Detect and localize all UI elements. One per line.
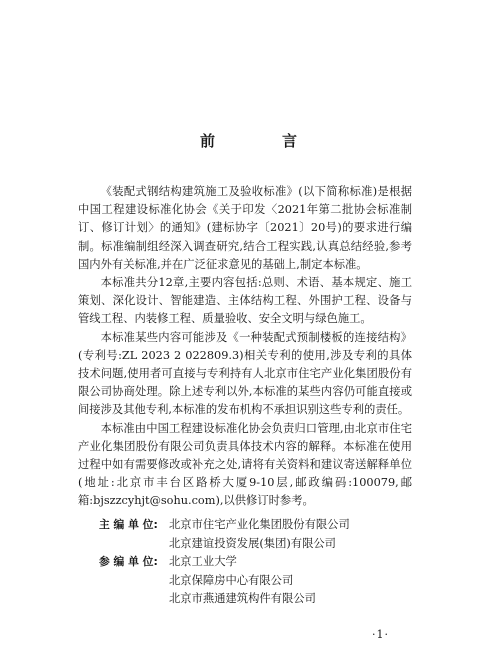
paragraph-management: 本标准由中国工程建设标准化协会负责归口管理,由北京市住宅产业化集团股份有限公司负责具体技术内容的解释。本标准在使用过程中如有需要修改或补充之处,请将有关资料和建议寄送解释单位(地址:北京市丰台区路桥大厦9-10层,邮政编码:100079,邮箱:bjszzcyhjt@sohu.com),以供修订时参考。: [78, 421, 412, 508]
editors-label: 主 编 单 位:: [99, 518, 158, 531]
paragraph-contents: 本标准共分12章,主要内容包括:总则、术语、基本规定、施工策划、深化设计、智能建造、主体结构工程、外围护工程、设备与管线工程、内装修工程、质量验收、安全文明与绿色施工。: [78, 276, 412, 326]
participant-unit: 北京市燕通建筑构件有限公司: [169, 592, 316, 606]
participants-group: [99, 553, 419, 609]
editor-unit: 北京市住宅产业化集团股份有限公司: [169, 518, 350, 531]
participants-label: 参 编 单 位:: [99, 555, 158, 569]
editors-list: [169, 516, 350, 553]
editor-unit: 北京建谊投资发展(集团)有限公司: [169, 536, 336, 550]
preface-body: [78, 183, 412, 511]
page-title: 前 言: [199, 132, 323, 150]
paragraph-patent: 本标准某些内容可能涉及《一种装配式预制楼板的连接结构》(专利号:ZL 2023 2 022809.3)相关专利的使用,涉及专利的具体技术问题,使用者可直接与专利持有人北京市住宅产业化集团股份有限公司协商处理。除上述专利以外,本标准的某些内容仍可能直接或间接涉及其他专利,本标准的发布机构不承担识别这些专利的责任。: [78, 330, 412, 417]
participants-list: [169, 553, 316, 609]
editors-group: [99, 516, 419, 553]
paragraph-basis: 《装配式钢结构建筑施工及验收标准》(以下简称标准)是根据中国工程建设标准化协会《关于印发〈2021年第二批协会标准制订、修订计划〉的通知》(建标协字〔2021〕20号)的要求进行编制。标准编制组经深入调查研究,结合工程实践,认真总结经验,参考国内外有关标准,并在广泛征求意见的基础上,制定本标准。: [78, 185, 412, 271]
participant-unit: 北京工业大学: [169, 555, 237, 569]
credits: [99, 516, 419, 609]
page-number: ·1·: [372, 628, 389, 641]
participant-unit: 北京保障房中心有限公司: [169, 573, 294, 587]
